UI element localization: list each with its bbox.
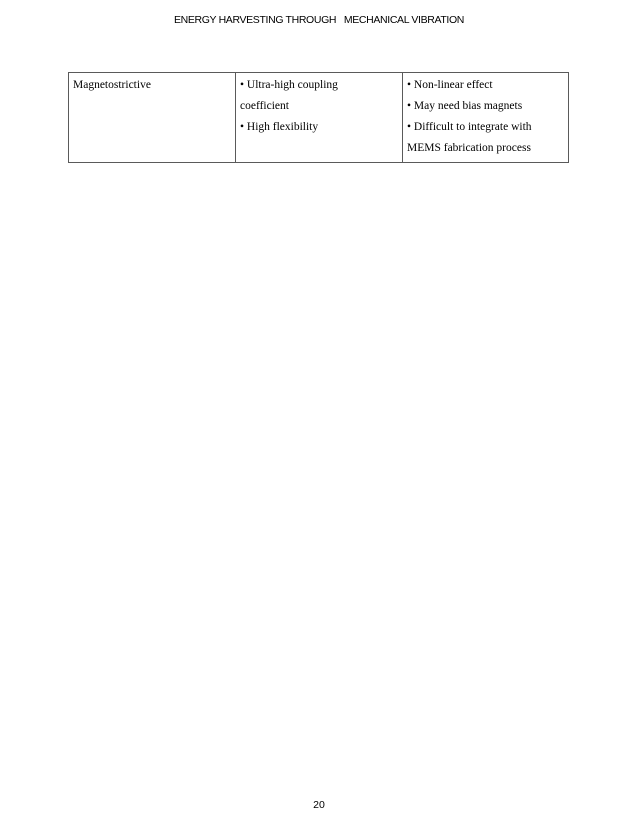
- disadvantage-line: • May need bias magnets: [407, 100, 523, 112]
- advantages-cell: [236, 73, 403, 163]
- advantage-line: coefficient: [240, 100, 289, 112]
- disadvantage-line: • Non-linear effect: [407, 79, 493, 91]
- disadvantages-cell: [403, 73, 569, 163]
- page-number: 20: [313, 799, 325, 811]
- disadvantage-line: MEMS fabrication process: [407, 142, 531, 154]
- advantage-line: • Ultra-high coupling: [240, 79, 338, 91]
- running-header: ENERGY HARVESTING THROUGH MECHANICAL VIBRATION: [173, 14, 465, 26]
- disadvantage-line: • Difficult to integrate with: [407, 121, 532, 133]
- comparison-table: [68, 72, 569, 163]
- material-cell: Magnetostrictive: [69, 73, 236, 163]
- table-row: [69, 73, 569, 163]
- advantage-line: • High flexibility: [240, 121, 319, 133]
